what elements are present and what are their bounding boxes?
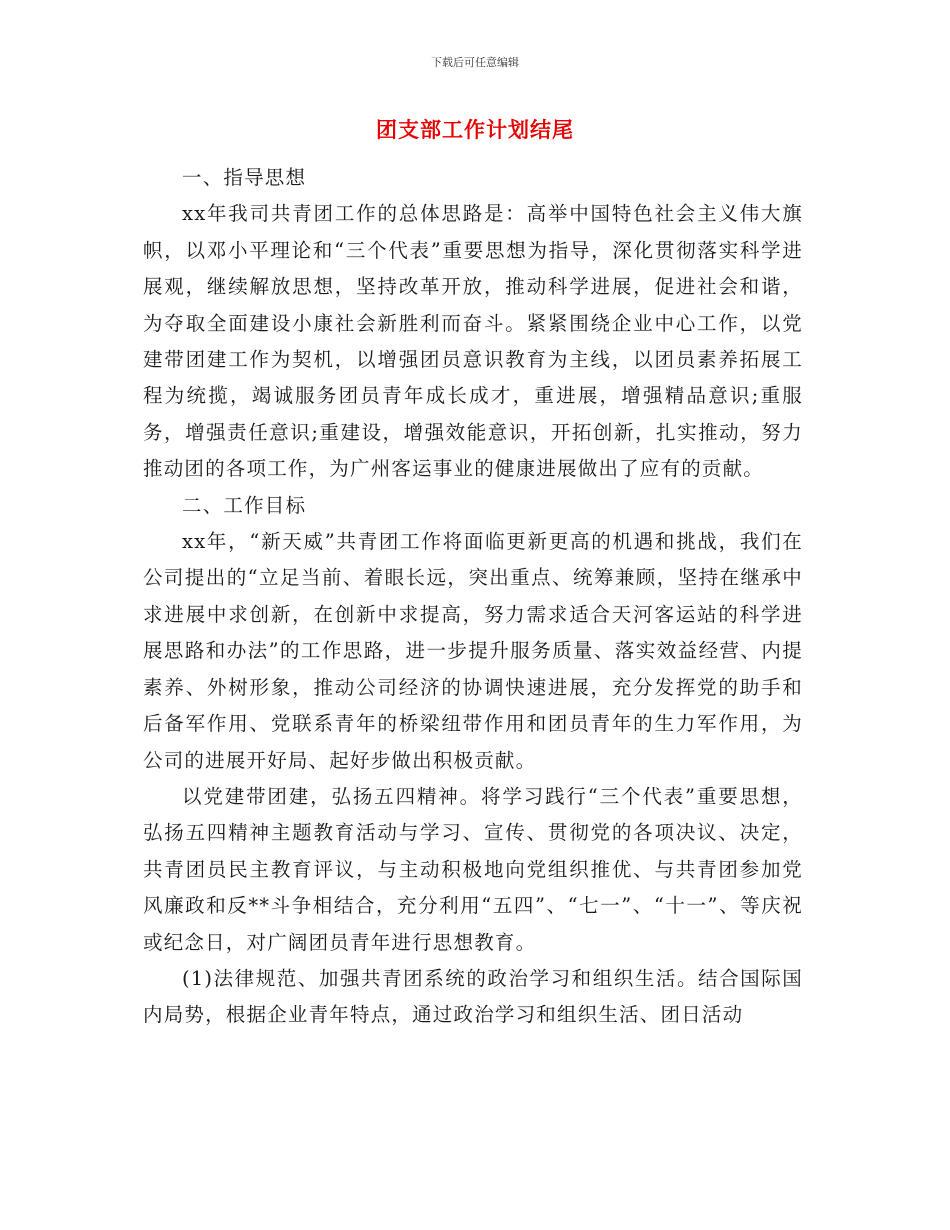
paragraph-party-building: 以党建带团建，弘扬五四精神。将学习践行“三个代表”重要思想，弘扬五四精神主题教育活动与学习、宣传、贯彻党的各项决议、决定，共青团员民主教育评议，与主动积极地向党组织推优、与共青团参加党风廉政和反**斗争相结合，充分利用“五四”、“七一”、“十一”、等庆祝或纪念日，对广阔团员青年进行思想教育。 <box>143 784 803 954</box>
heading-guiding-ideology: 一、指导思想 <box>182 166 307 189</box>
document-title: 团支部工作计划结尾 <box>376 117 574 142</box>
header-note: 下载后可任意编辑 <box>431 56 519 69</box>
paragraph-overall-approach: xx年我司共青团工作的总体思路是：高举中国特色社会主义伟大旗帜，以邓小平理论和“三个代表”重要思想为指导，深化贯彻落实科学进展观，继续解放思想，坚持改革开放，推动科学进展，促进社会和谐，为夺取全面建设小康社会新胜利而奋斗。紧紧围绕企业中心工作，以党建带团建工作为契机，以增强团员意识教育为主线，以团员素养拓展工程为统揽，竭诚服务团员青年成长成才，重进展，增强精品意识;重服务，增强责任意识;重建设，增强效能意识，开拓创新，扎实推动，努力推动团的各项工作，为广州客运事业的健康进展做出了应有的贡献。 <box>143 202 803 481</box>
heading-work-goals: 二、工作目标 <box>182 493 307 517</box>
document-body <box>143 160 803 1034</box>
paragraph-item-1: (1)法律规范、加强共青团系统的政治学习和组织生活。结合国际国内局势，根据企业青年特点，通过政治学习和组织生活、团日活动 <box>143 966 803 1027</box>
paragraph-work-goals: xx年，“新天威”共青团工作将面临更新更高的机遇和挑战，我们在公司提出的“立足当前、着眼长远，突出重点、统筹兼顾，坚持在继承中求进展中求创新，在创新中求提高，努力需求适合天河客运站的科学进展思路和办法”的工作思路，进一步提升服务质量、落实效益经营、内提素养、外树形象，推动公司经济的协调快速进展，充分发挥党的助手和后备军作用、党联系青年的桥梁纽带作用和团员青年的生力军作用，为公司的进展开好局、起好步做出积极贡献。 <box>143 530 803 772</box>
